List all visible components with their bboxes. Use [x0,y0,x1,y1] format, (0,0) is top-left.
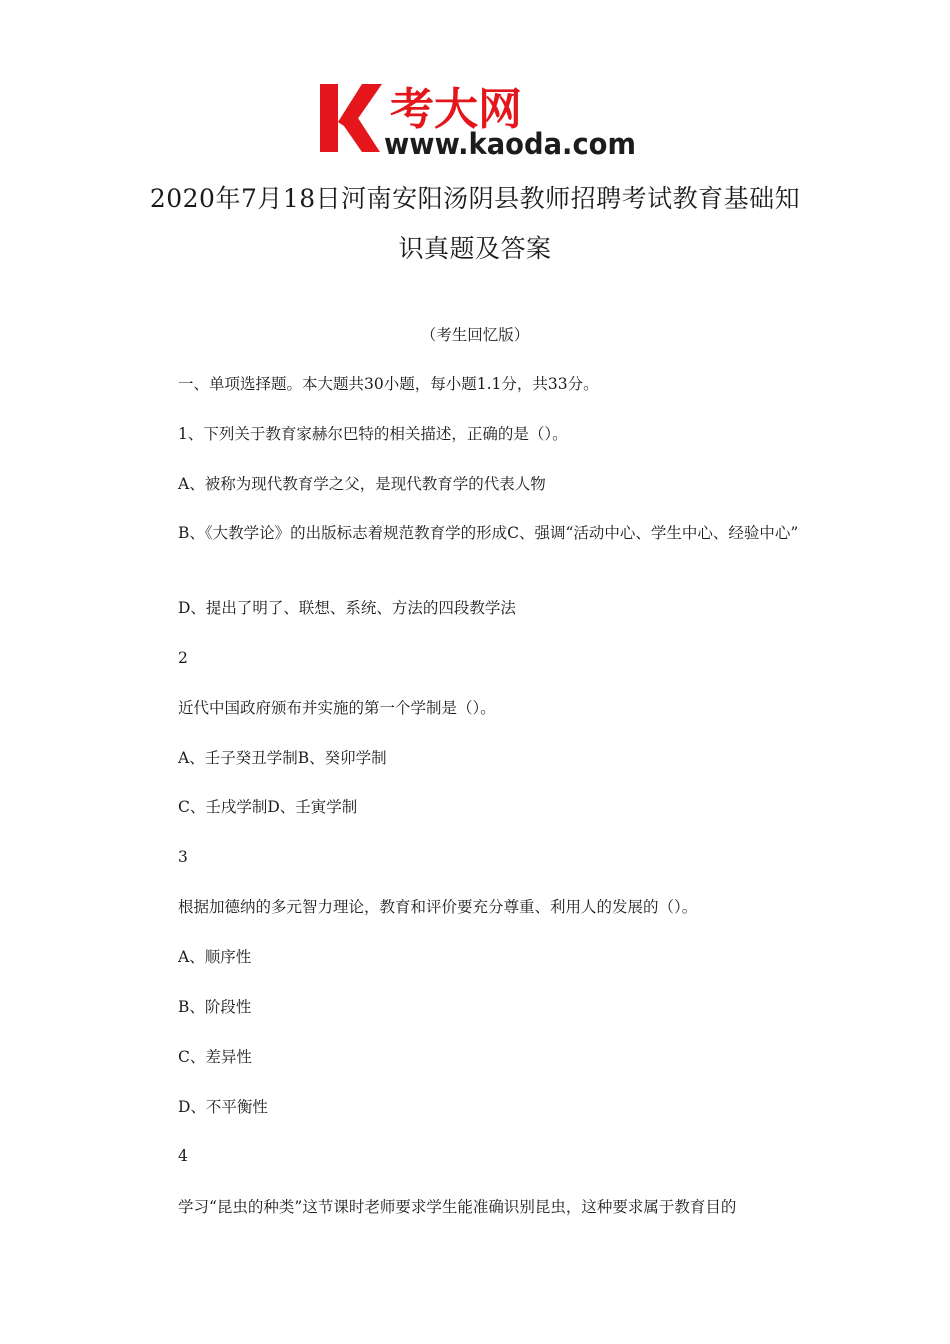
question-1-option-a: A、被称为现代教育学之父，是现代教育学的代表人物 [178,475,546,493]
question-4-number: 4 [178,1147,188,1165]
section-heading: 一、单项选择题。本大题共30小题，每小题1.1分，共33分。 [178,375,599,393]
question-3-number: 3 [178,848,188,866]
question-4-stem: 学习“昆虫的种类”这节课时老师要求学生能准确识别昆虫，这种要求属于教育目的 [178,1198,737,1216]
question-3-option-a: A、顺序性 [178,948,252,966]
edition-note: （考生回忆版） [420,326,530,344]
question-2-stem: 近代中国政府颁布并实施的第一个学制是（）。 [178,699,496,717]
logo-graphic [318,78,640,160]
document-title [120,174,830,274]
question-2-option-cd: C、壬戌学制D、壬寅学制 [178,798,358,816]
title-line-2: 识真题及答案 [398,234,552,263]
kaoda-logo [318,78,640,160]
title-line-1: 2020年7月18日河南安阳汤阴县教师招聘考试教育基础知 [149,184,801,213]
logo-k-mark [320,84,382,152]
question-1-option-b: B、《大教学论》的出版标志着规范教育学的形成C、强调“活动中心、学生中心、经验中心” [178,524,799,542]
question-1-option-d: D、提出了明了、联想、系统、方法的四段教学法 [178,599,516,617]
question-3-option-b: B、阶段性 [178,998,252,1016]
question-1-stem: 1、下列关于教育家赫尔巴特的相关描述，正确的是（）。 [178,425,568,443]
question-2-option-ab: A、壬子癸丑学制B、癸卯学制 [178,749,387,767]
logo-brand-cn: 考大网 [390,84,522,135]
logo-brand-url: www.kaoda.com [384,127,636,160]
question-3-stem: 根据加德纳的多元智力理论，教育和评价要充分尊重、利用人的发展的（）。 [178,898,698,916]
question-3-option-d: D、不平衡性 [178,1098,268,1116]
question-3-option-c: C、差异性 [178,1048,252,1066]
question-2-number: 2 [178,649,188,667]
